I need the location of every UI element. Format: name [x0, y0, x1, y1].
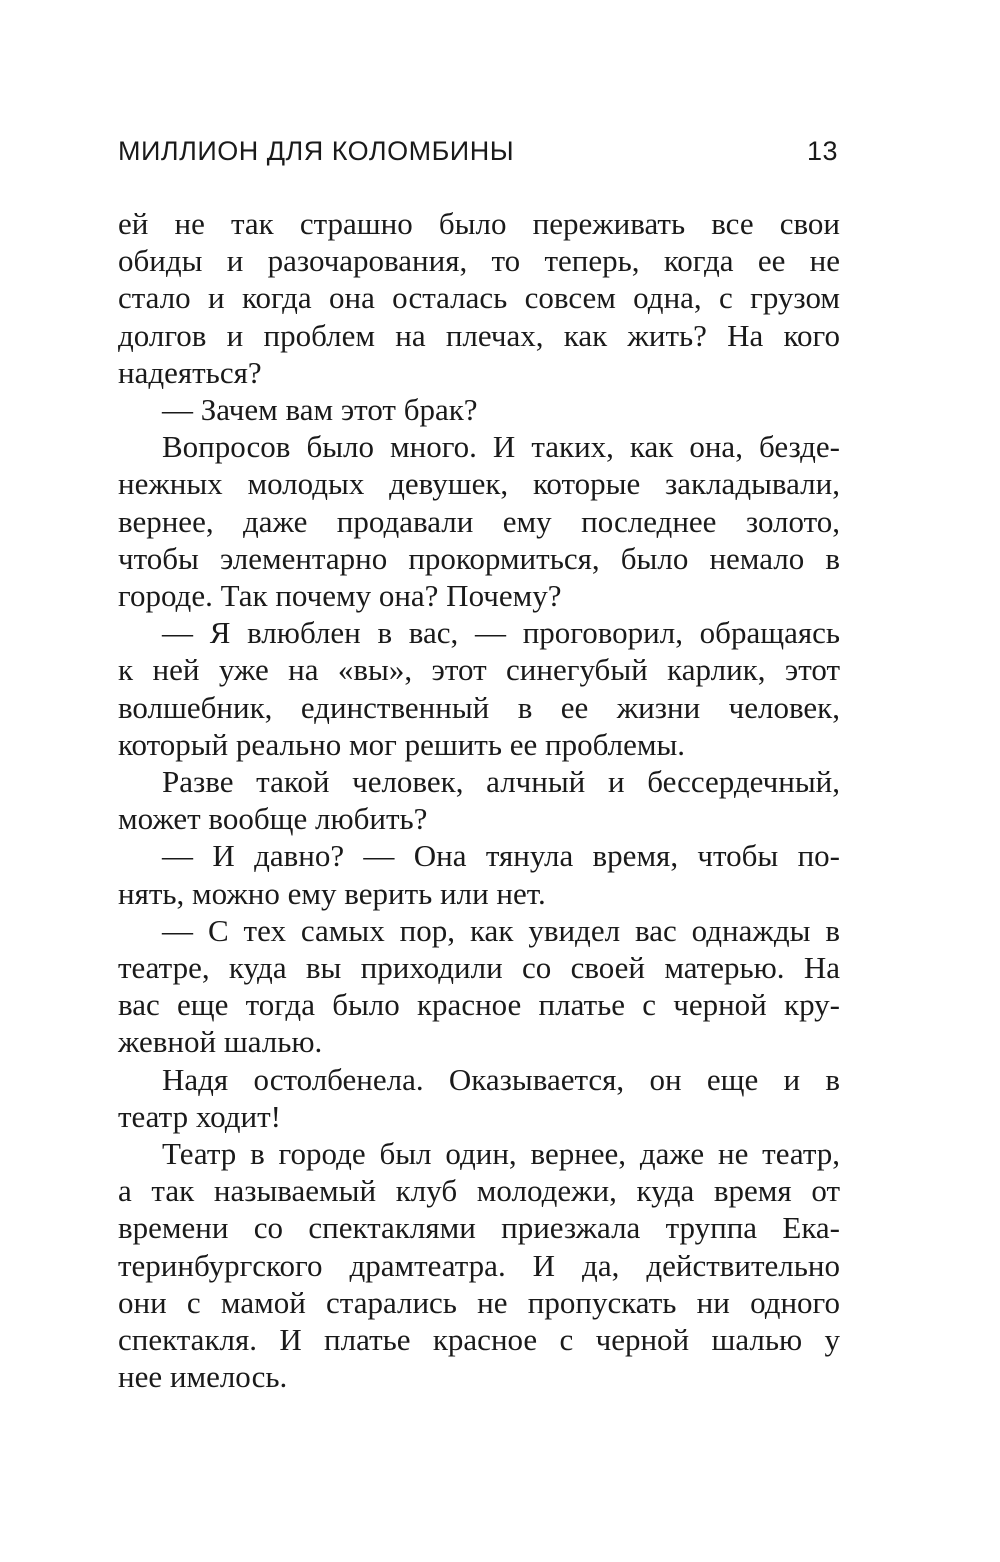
text-line: спектакля. И платье красное с черной шалью у — [118, 1322, 840, 1358]
text-line: Надя остолбенела. Оказывается, он еще и в — [162, 1061, 840, 1097]
text-line: Разве такой человек, алчный и бессердечный, — [162, 764, 840, 800]
text-line: чтобы элементарно прокормиться, было немало в — [118, 540, 840, 576]
text-line: они с мамой старались не пропускать ни одного — [118, 1284, 840, 1320]
text-line: вернее, даже продавали ему последнее золото, — [118, 503, 840, 539]
text-line: — Зачем вам этот брак? — [162, 392, 478, 428]
text-line: обиды и разочарования, то теперь, когда ее не — [118, 243, 840, 279]
text-line: ей не так страшно было переживать все свои — [118, 206, 840, 241]
text-line: стало и когда она осталась совсем одна, с грузом — [118, 280, 840, 316]
text-line: надеяться? — [118, 354, 262, 390]
text-line: нее имелось. — [118, 1359, 288, 1395]
text-line: может вообще любить? — [118, 801, 428, 837]
text-line: театре, куда вы приходили со своей матерью. На — [118, 950, 840, 986]
text-line: а так называемый клуб молодежи, куда время от — [118, 1173, 840, 1209]
text-line: к ней уже на «вы», этот синегубый карлик, этот — [118, 652, 840, 688]
text-line: Театр в городе был один, вернее, даже не театр, — [162, 1136, 840, 1172]
text-line: — И давно? — Она тянула время, чтобы по- — [162, 838, 840, 874]
running-head — [118, 136, 838, 176]
text-line: времени со спектаклями приезжала труппа Ека- — [118, 1210, 840, 1246]
text-line: долгов и проблем на плечах, как жить? На кого — [118, 317, 840, 353]
text-line: городе. Так почему она? Почему? — [118, 578, 562, 614]
text-line: теринбургского драмтеатра. И да, действительно — [118, 1247, 840, 1283]
text-line: вас еще тогда было красное платье с черной кру- — [118, 987, 840, 1023]
text-line: жевной шалью. — [118, 1024, 323, 1060]
text-line: который реально мог решить ее проблемы. — [118, 726, 686, 762]
text-line: театр ходит! — [118, 1098, 281, 1134]
text-line: нежных молодых девушек, которые закладывали, — [118, 466, 840, 502]
text-line: — Я влюблен в вас, — проговорил, обращаясь — [162, 615, 840, 651]
text-line: волшебник, единственный в ее жизни человек, — [118, 689, 840, 725]
text-line: — С тех самых пор, как увидел вас однажды в — [162, 912, 840, 948]
text-line: Вопросов было много. И таких, как она, безде- — [162, 429, 840, 465]
text-line: нять, можно ему верить или нет. — [118, 875, 546, 911]
page-number: 13 — [806, 136, 838, 166]
body-text — [118, 205, 840, 1396]
book-title: МИЛЛИОН ДЛЯ КОЛОМБИНЫ — [118, 136, 515, 166]
